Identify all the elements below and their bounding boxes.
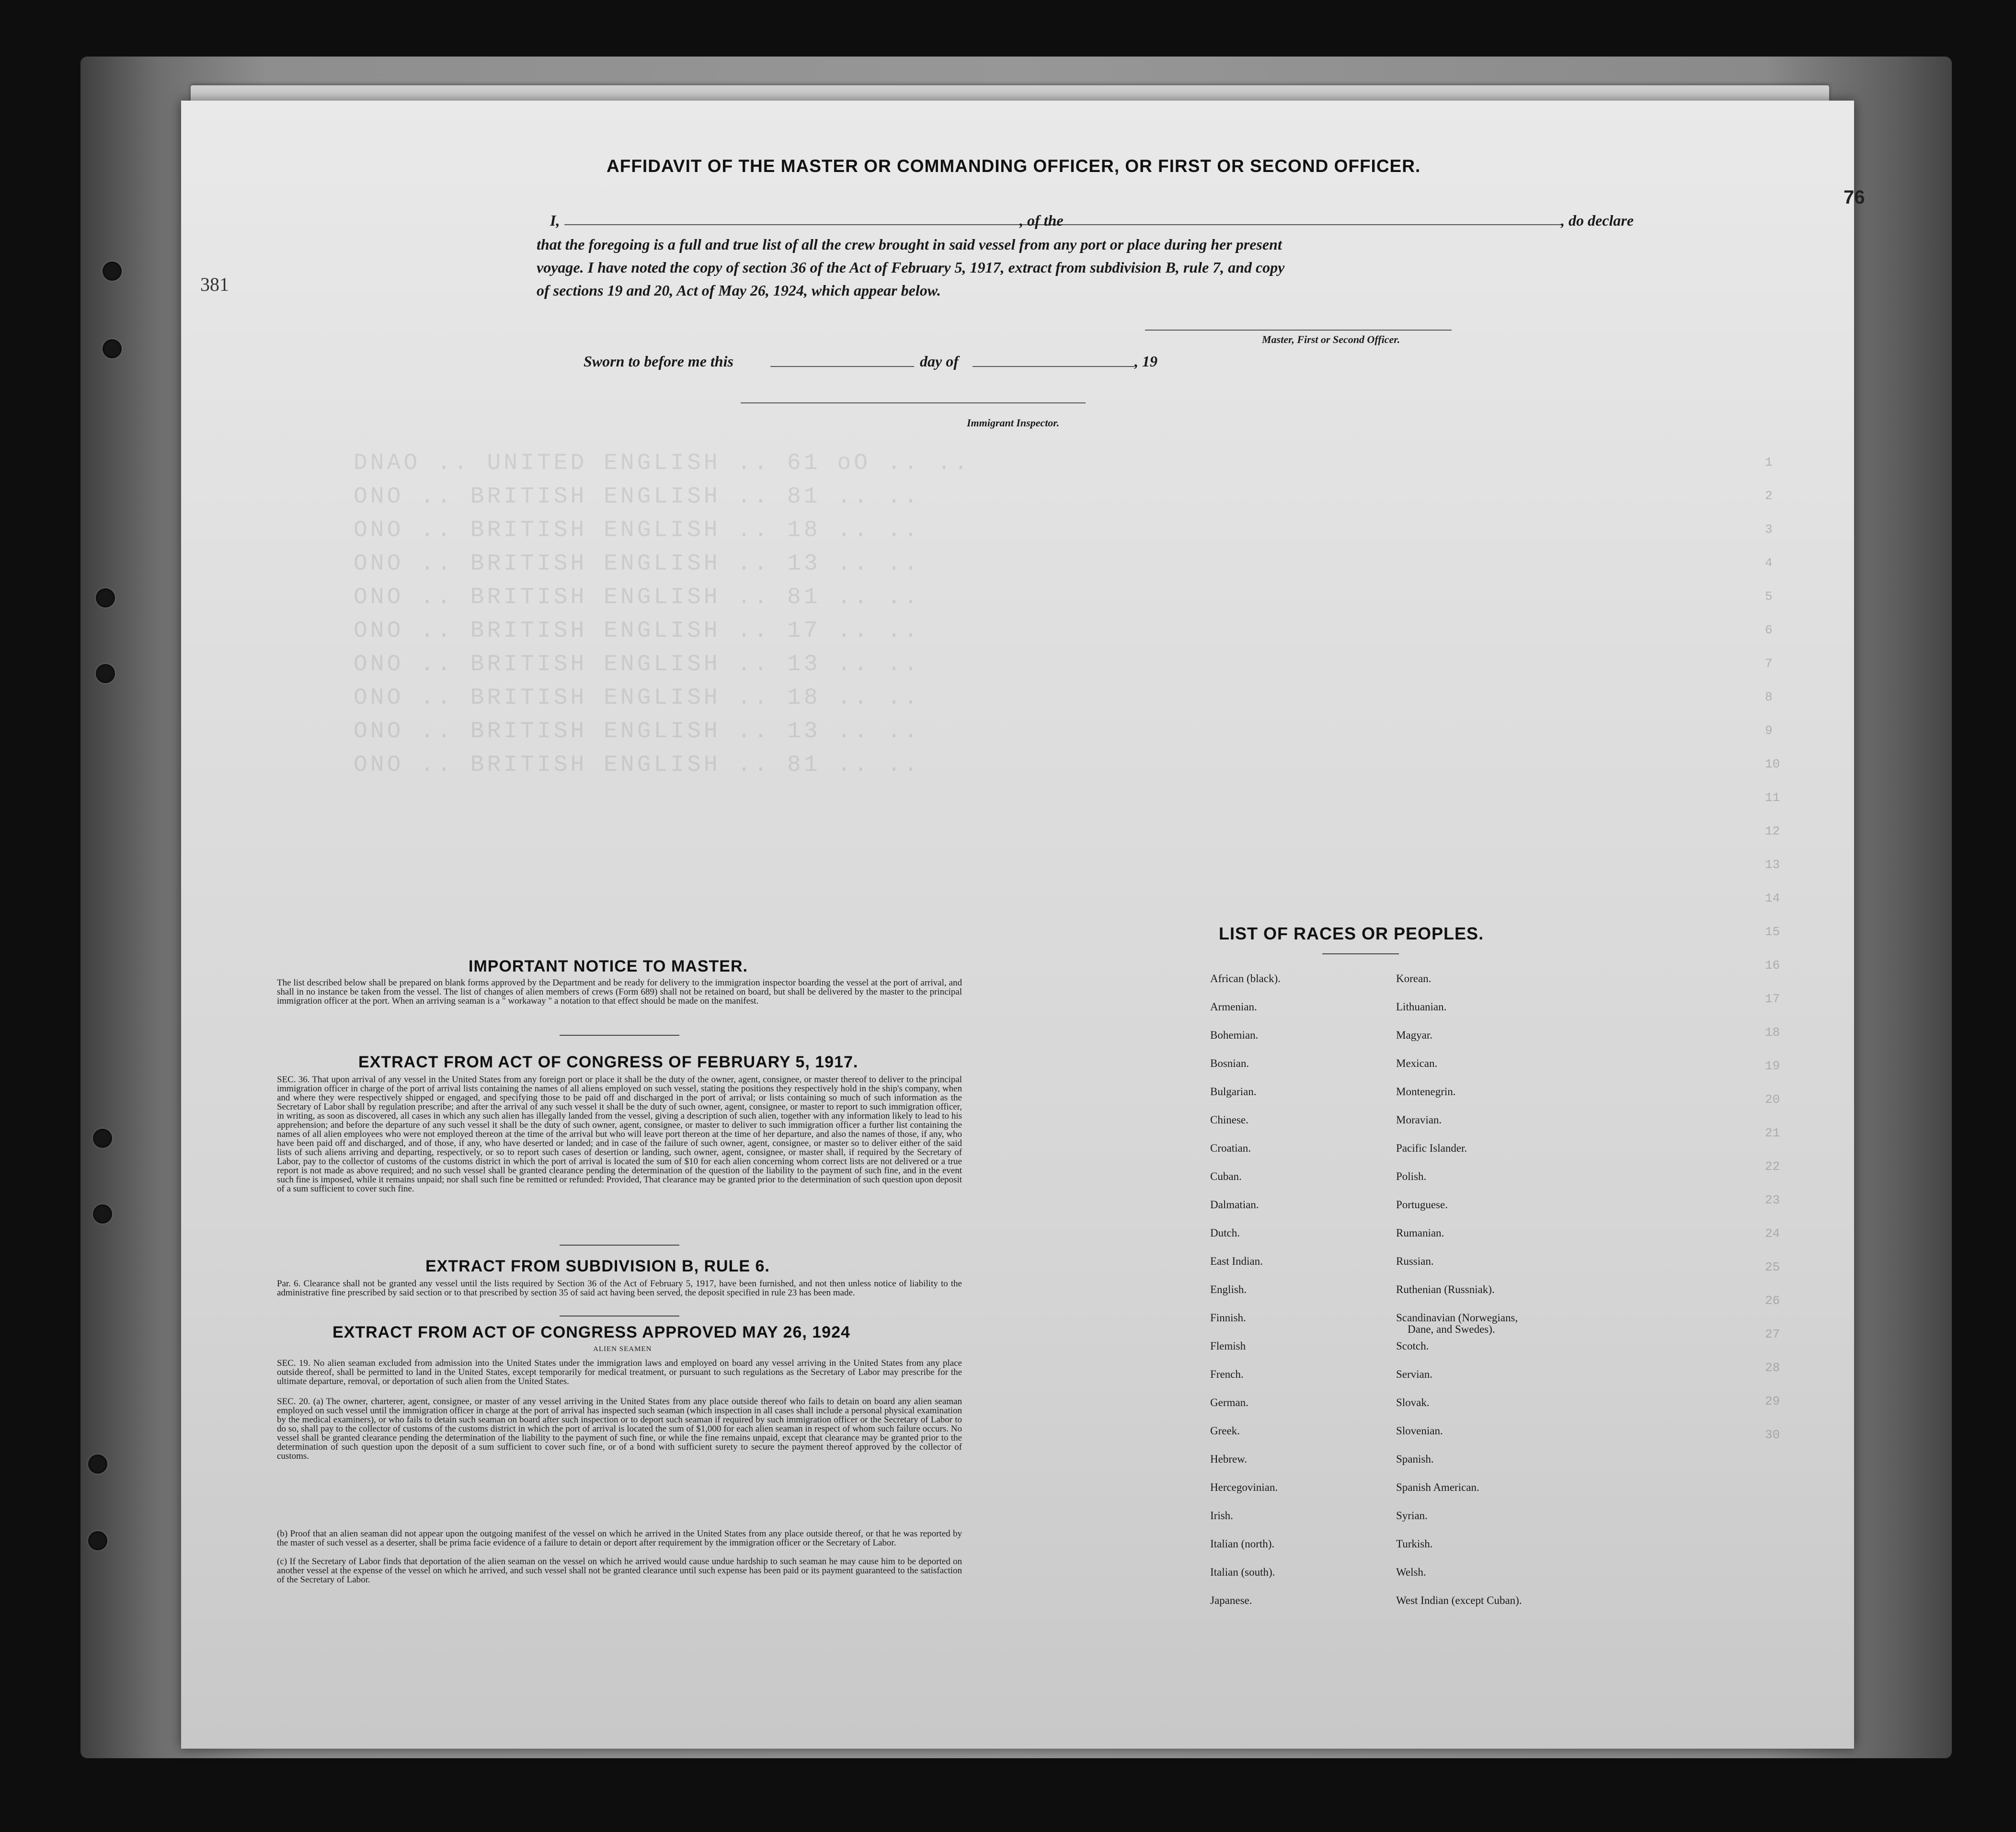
day-of-label: day of — [920, 353, 959, 370]
race-item: African (black). — [1210, 973, 1281, 985]
extract-1924-sec19: SEC. 19. No alien seaman excluded from admission into the United States under the immigration laws and employed on board any vessel arriving in the United States from any place outside thereof, shall be permitted to land in the United States, except temporarily for medical treatment, or pursuant to such regulations as the Secretary of Labor may prescribe for the ultimate departure, removal, or deportation of such alien from the United States. — [277, 1358, 962, 1386]
section-divider — [560, 1035, 679, 1036]
sworn-day-field[interactable] — [770, 366, 914, 367]
race-item: Dalmatian. — [1210, 1199, 1259, 1211]
race-item: Spanish. — [1396, 1453, 1434, 1465]
vessel-name-field[interactable] — [1077, 224, 1561, 225]
binder-hole — [88, 1454, 107, 1474]
affidavit-line-4: of sections 19 and 20, Act of May 26, 1924, which appear below. — [537, 282, 941, 299]
race-item: Lithuanian. — [1396, 1001, 1447, 1013]
bleed-through-row: ONO .. BRITISH ENGLISH .. 13 .. .. — [354, 719, 921, 744]
affidavit-of-the-label: , of the — [1019, 212, 1064, 229]
bleed-through-row: ONO .. BRITISH ENGLISH .. 18 .. .. — [354, 517, 921, 543]
race-item: Finnish. — [1210, 1312, 1246, 1324]
extract-1924-sec20c: (c) If the Secretary of Labor finds that deportation of the alien seaman on the vessel on which he arrived would cause undue hardship to such seaman he may cause him to be deported on another vessel at the expense of the vessel on which he arrived, and such vessel shall not be granted clearance until such expense has been paid or its payment guaranteed to the satisfaction of the Secretary of Labor. — [277, 1557, 962, 1585]
sworn-label: Sworn to before me this — [584, 353, 733, 370]
race-item: Bosnian. — [1210, 1057, 1249, 1069]
race-item: Korean. — [1396, 973, 1432, 985]
bleed-through-row: DNAO .. UNITED ENGLISH .. 61 oO .. .. — [354, 450, 971, 476]
bleed-through-row: ONO .. BRITISH ENGLISH .. 13 .. .. — [354, 652, 921, 677]
races-title: LIST OF RACES OR PEOPLES. — [1219, 924, 1484, 943]
affidavit-title: AFFIDAVIT OF THE MASTER OR COMMANDING OFFICER, OR FIRST OR SECOND OFFICER. — [607, 156, 1421, 176]
race-item: English. — [1210, 1283, 1247, 1295]
affidavit-i-label: I, — [550, 212, 560, 229]
binder-hole — [93, 1129, 112, 1148]
section-divider — [560, 1245, 679, 1246]
race-item: Portuguese. — [1396, 1199, 1448, 1211]
extract-1924-subtitle: ALIEN SEAMEN — [593, 1345, 652, 1353]
notice-title: IMPORTANT NOTICE TO MASTER. — [469, 957, 748, 975]
inspector-label: Immigrant Inspector. — [967, 417, 1060, 429]
race-item: Bulgarian. — [1210, 1086, 1257, 1098]
race-item: Cuban. — [1210, 1170, 1242, 1182]
extract-rule6-text: Par. 6. Clearance shall not be granted any vessel until the lists required by Section 36 of the Act of February 5, 1917, have been furnished, and not then unless notice of liability to the administrative fine prescribed by said section or to that prescribed by section 35 of said act having been served, the deposit specified in rule 23 has been made. — [277, 1279, 962, 1298]
race-item: Servian. — [1396, 1368, 1433, 1380]
race-item: Spanish American. — [1396, 1481, 1479, 1493]
affidavit-line-3: voyage. I have noted the copy of section 36 of the Act of February 5, 1917, extract from subdivision B, rule 7, and copy — [537, 259, 1285, 276]
bleed-through-row: ONO .. BRITISH ENGLISH .. 17 .. .. — [354, 618, 921, 644]
binder-hole — [96, 588, 115, 607]
binder-hole — [96, 664, 115, 683]
extract-rule6-title: EXTRACT FROM SUBDIVISION B, RULE 6. — [425, 1257, 770, 1275]
race-item: Mexican. — [1396, 1057, 1438, 1069]
bleed-through-row: ONO .. BRITISH ENGLISH .. 13 .. .. — [354, 551, 921, 577]
extract-1917-title: EXTRACT FROM ACT OF CONGRESS OF FEBRUARY 5, 1917. — [358, 1053, 859, 1071]
bleed-through-row: ONO .. BRITISH ENGLISH .. 81 .. .. — [354, 584, 921, 610]
affidavit-do-declare: , do declare — [1561, 212, 1634, 229]
race-item: Scotch. — [1396, 1340, 1429, 1352]
race-item: Polish. — [1396, 1170, 1427, 1182]
page-number: 76 — [1844, 187, 1865, 208]
bleed-through-row: ONO .. BRITISH ENGLISH .. 81 .. .. — [354, 752, 921, 778]
race-item: Bohemian. — [1210, 1029, 1259, 1041]
bleed-row-numbers: 1 2 3 4 5 6 7 8 9 10 11 12 13 14 15 16 17 18 19 20 21 22 23 24 25 26 27 28 29 30 — [1765, 455, 1780, 1442]
race-item: Armenian. — [1210, 1001, 1257, 1013]
race-item: Slovak. — [1396, 1397, 1430, 1408]
year-label: , 19 — [1134, 353, 1157, 370]
binder-hole — [93, 1204, 112, 1224]
officer-signature-label: Master, First or Second Officer. — [1262, 333, 1400, 345]
document-sheet — [181, 101, 1865, 1749]
race-item: Slovenian. — [1396, 1425, 1443, 1437]
race-item: Hebrew. — [1210, 1453, 1248, 1465]
race-item: German. — [1210, 1397, 1249, 1408]
race-item: Dane, and Swedes). — [1408, 1323, 1495, 1335]
race-item: Italian (north). — [1210, 1538, 1275, 1550]
margin-note: 381 — [200, 274, 229, 295]
race-item: Turkish. — [1396, 1538, 1433, 1550]
races-title-underline — [1322, 953, 1399, 954]
extract-1924-title: EXTRACT FROM ACT OF CONGRESS APPROVED MAY 26, 1924 — [332, 1323, 850, 1341]
inspector-signature-field[interactable] — [741, 402, 1086, 403]
race-item: Italian (south). — [1210, 1566, 1275, 1578]
extract-1924-sec20a: SEC. 20. (a) The owner, charterer, agent, consignee, or master of any vessel arriving in the United States from any place outside thereof who fails to detain on board any alien seaman employed on such vessel until the immigration officer in charge at the port of arrival has inspected such seaman (which inspection in all cases shall include a personal physical examination by the medical examiners), or who fails to detain such seaman on board after such inspection or to deport such seaman if required by such immigration officer or the Secretary of Labor to do so, shall pay to the collector of customs of the customs district in which the port of arrival is located the sum of $1,000 for each alien seaman in respect of whom such failure occurs. No vessel shall be granted clearance pending the determination of the liability to the payment of such fine, or while the fine remains unpaid, except that clearance may be granted prior to the determination of such question upon the deposit of a sum sufficient to cover such fine, or of a bond with sufficient surety to secure the payment thereof approved by the collector of customs. — [277, 1397, 962, 1461]
extract-1917-text: SEC. 36. That upon arrival of any vessel in the United States from any foreign port or place it shall be the duty of the owner, agent, consignee, or master thereof to deliver to the principal immigration officer in charge of the port of arrival lists containing the names of all aliens employed on such vessel, stating the positions they respectively hold in the ship's company, when and where they were respectively shipped or engaged, and specifying those to be paid off and discharged in the port of arrival; or lists containing so much of such information as the Secretary of Labor shall by regulation prescribe; and after the arrival of any such vessel it shall be the duty of such owner, agent, consignee, or master to report to such immigration officer, in writing, as soon as discovered, all cases in which any such alien has illegally landed from the vessel, giving a description of such alien, together with any information likely to lead to his apprehension; and before the departure of any such vessel it shall be the duty of such owner, agent, consignee, or master to deliver to such immigration officer a further list containing the names of all alien employees who were not employed thereon at the time of the arrival but who will leave port thereon at the time of her departure, and also the names of those, if any, who have been paid off and discharged, and of those, if any, who have deserted or landed; and in case of the failure of such owner, agent, consignee, or master so to deliver either of the said lists of such aliens arriving and departing, respectively, or so to report such cases of desertion or landing, such owner, agent, consignee, or master shall, if required by the Secretary of Labor, pay to the collector of customs of the customs district in which the port of arrival is located the sum of $10 for each alien concerning whom correct lists are not delivered or a true report is not made as above required; and no such vessel shall be granted clearance pending the determination of the question of the liability to the payment of such fine, and in the event such fine is imposed, while it remains unpaid; nor shall such fine be remitted or refunded: Provided, That clearance may be granted prior to the determination of such question upon deposit of a sum sufficient to cover such fine. — [277, 1075, 962, 1194]
race-item: Chinese. — [1210, 1114, 1249, 1126]
race-item: Irish. — [1210, 1510, 1233, 1522]
bleed-through-row: ONO .. BRITISH ENGLISH .. 18 .. .. — [354, 685, 921, 711]
notice-text: The list described below shall be prepared on blank forms approved by the Department and be ready for delivery to the immigration inspector boarding the vessel at the port of arrival, and shall in no instance be taken from the vessel. The list of changes of alien members of crews (Form 689) shall not be retained on board, but shall be delivered by the master to the principal immigration officer at the port. When an arriving seaman is a " workaway " a notation to that effect should be made on the manifest. — [277, 978, 962, 1006]
race-item: West Indian (except Cuban). — [1396, 1594, 1522, 1606]
extract-1924-sec20b: (b) Proof that an alien seaman did not appear upon the outgoing manifest of the vessel on which he arrived in the United States from any place outside thereof, or that he was reported by the master of such vessel as a deserter, shall be prima facie evidence of a failure to detain or deport after requirement by the immigration officer or the Secretary of Labor. — [277, 1529, 962, 1548]
race-item: Ruthenian (Russniak). — [1396, 1283, 1495, 1295]
binder-hole — [103, 339, 122, 358]
race-item: East Indian. — [1210, 1255, 1263, 1267]
race-item: Croatian. — [1210, 1142, 1251, 1154]
race-item: Japanese. — [1210, 1594, 1252, 1606]
race-item: Hercegovinian. — [1210, 1481, 1278, 1493]
race-item: Pacific Islander. — [1396, 1142, 1467, 1154]
race-item: Russian. — [1396, 1255, 1434, 1267]
race-item: Magyar. — [1396, 1029, 1433, 1041]
race-item: Flemish — [1210, 1340, 1246, 1352]
binder-hole — [88, 1531, 107, 1550]
race-item: French. — [1210, 1368, 1244, 1380]
sworn-month-field[interactable] — [973, 366, 1134, 367]
race-item: Moravian. — [1396, 1114, 1442, 1126]
section-divider — [560, 1316, 679, 1317]
affidavit-line-2: that the foregoing is a full and true list of all the crew brought in said vessel from any port or place during her present — [537, 236, 1282, 253]
binder-hole — [103, 262, 122, 281]
race-item: Montenegrin. — [1396, 1086, 1456, 1098]
race-item: Scandinavian (Norwegians, — [1396, 1312, 1518, 1324]
bleed-through-row: ONO .. BRITISH ENGLISH .. 81 .. .. — [354, 484, 921, 510]
race-item: Syrian. — [1396, 1510, 1428, 1522]
race-item: Dutch. — [1210, 1227, 1240, 1239]
race-item: Welsh. — [1396, 1566, 1426, 1578]
race-item: Greek. — [1210, 1425, 1240, 1437]
race-item: Rumanian. — [1396, 1227, 1444, 1239]
officer-signature-field[interactable] — [1145, 330, 1452, 331]
